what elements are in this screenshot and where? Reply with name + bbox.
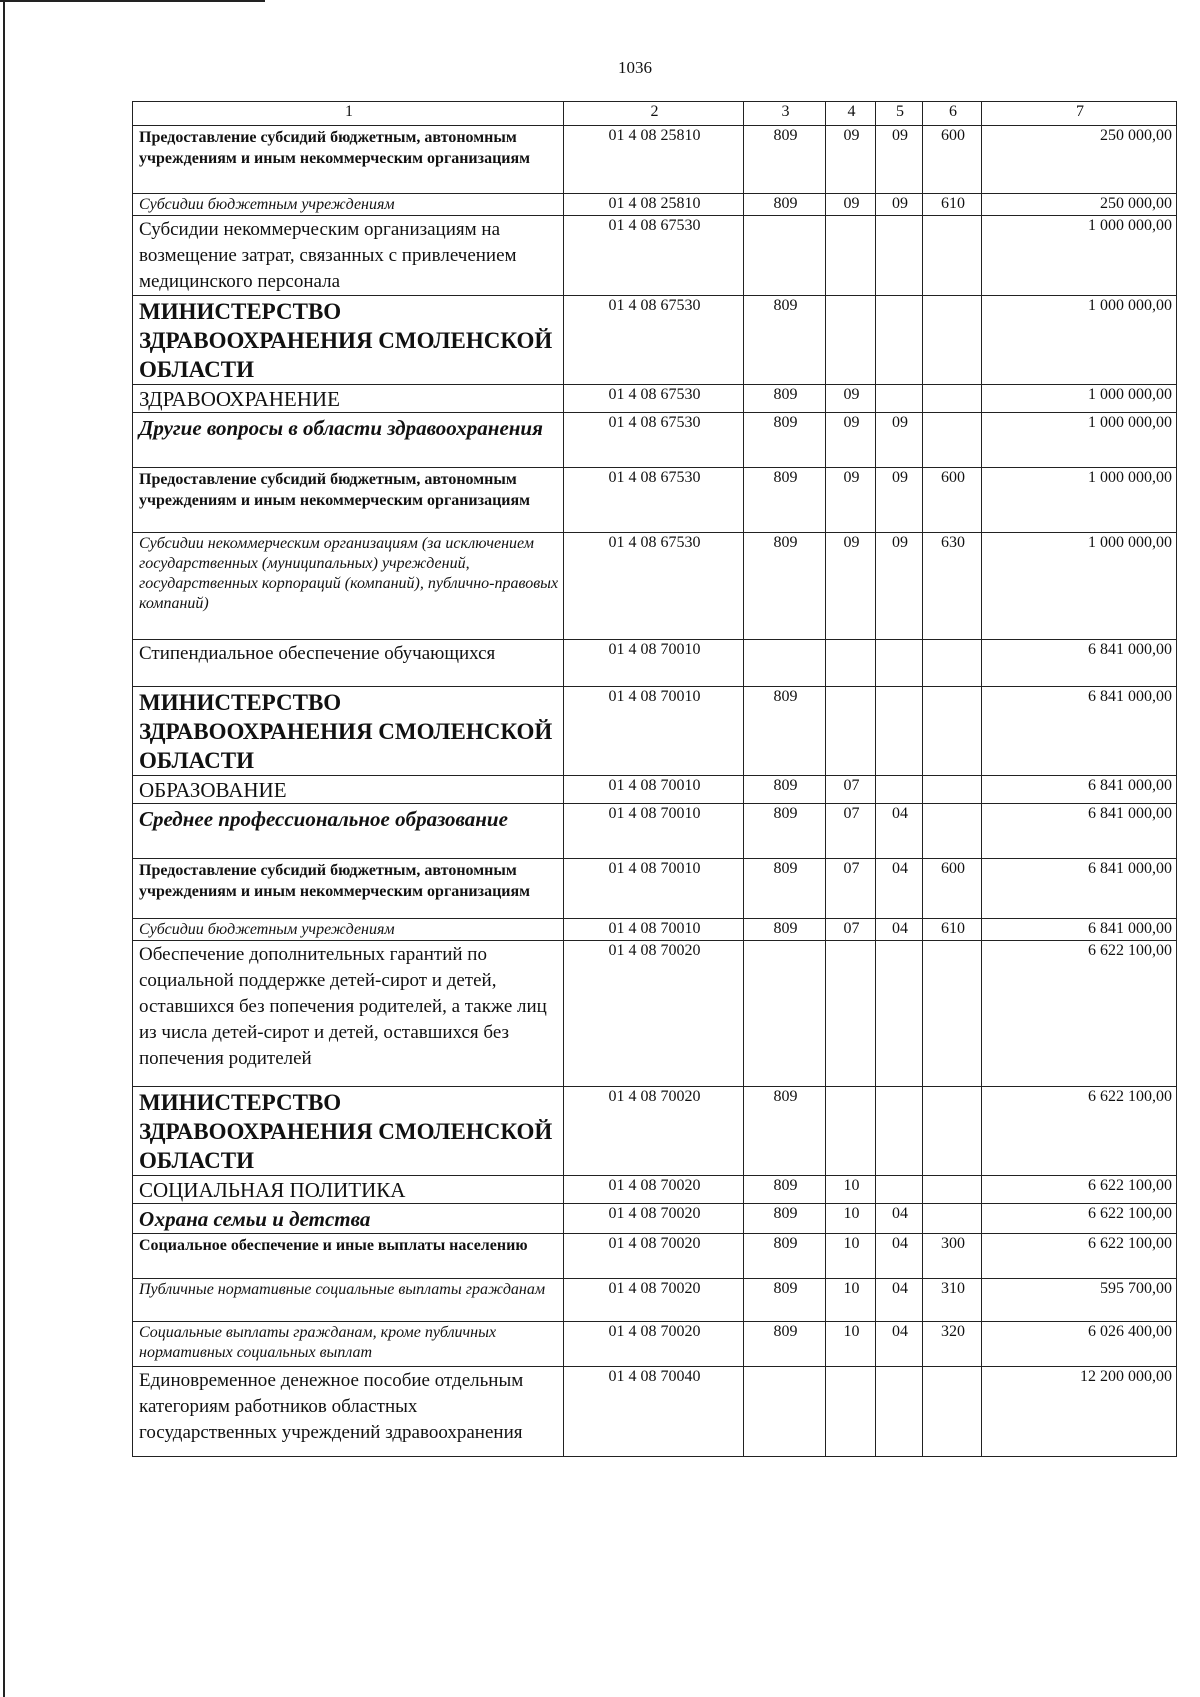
row-description: Обеспечение дополнительных гарантий по социальной поддержке детей-сирот и детей, оставшихся без попечения родителей, а также лиц из числа детей-сирот и детей, оставшихся без попечения родителей [133, 941, 564, 1087]
row-target-code: 01 4 08 70020 [564, 1204, 744, 1234]
row-section-code: 09 [826, 126, 876, 194]
row-section-code: 10 [826, 1204, 876, 1234]
header-cell: 4 [826, 102, 876, 126]
scan-edge-left [3, 0, 5, 1697]
row-grbs-code: 809 [744, 126, 826, 194]
row-description: Единовременное денежное пособие отдельным категориям работников областных государственных учреждений здравоохранения [133, 1367, 564, 1457]
row-target-code: 01 4 08 67530 [564, 385, 744, 413]
row-target-code: 01 4 08 70010 [564, 687, 744, 776]
row-amount: 1 000 000,00 [982, 385, 1177, 413]
row-section-code: 09 [826, 194, 876, 216]
row-description: Субсидии бюджетным учреждениям [133, 194, 564, 216]
row-description: МИНИСТЕРСТВО ЗДРАВООХРАНЕНИЯ СМОЛЕНСКОЙ ОБЛАСТИ [133, 1087, 564, 1176]
row-amount: 6 841 000,00 [982, 804, 1177, 859]
row-target-code: 01 4 08 70020 [564, 1234, 744, 1279]
row-section-code [826, 1087, 876, 1176]
row-expense-type-code: 310 [923, 1279, 982, 1322]
table-row [133, 1087, 1177, 1176]
row-expense-type-code: 300 [923, 1234, 982, 1279]
row-description: Стипендиальное обеспечение обучающихся [133, 640, 564, 687]
header-row [133, 102, 1177, 126]
row-expense-type-code [923, 1367, 982, 1457]
row-section-code: 09 [826, 413, 876, 468]
row-grbs-code [744, 640, 826, 687]
table-row [133, 194, 1177, 216]
row-section-code: 07 [826, 804, 876, 859]
row-target-code: 01 4 08 70040 [564, 1367, 744, 1457]
row-grbs-code: 809 [744, 919, 826, 941]
row-subsection-code: 04 [876, 1204, 923, 1234]
row-expense-type-code [923, 776, 982, 804]
row-grbs-code: 809 [744, 385, 826, 413]
row-section-code: 09 [826, 533, 876, 640]
row-target-code: 01 4 08 67530 [564, 216, 744, 296]
table-row [133, 126, 1177, 194]
row-subsection-code: 04 [876, 1234, 923, 1279]
row-grbs-code [744, 941, 826, 1087]
budget-table [132, 101, 1177, 1457]
header-cell: 1 [133, 102, 564, 126]
row-grbs-code: 809 [744, 859, 826, 919]
row-subsection-code: 09 [876, 468, 923, 533]
row-expense-type-code [923, 640, 982, 687]
row-amount: 6 841 000,00 [982, 776, 1177, 804]
table-row [133, 533, 1177, 640]
row-target-code: 01 4 08 67530 [564, 533, 744, 640]
row-section-code: 10 [826, 1322, 876, 1367]
row-amount: 1 000 000,00 [982, 468, 1177, 533]
row-subsection-code [876, 941, 923, 1087]
row-amount: 6 622 100,00 [982, 941, 1177, 1087]
row-grbs-code: 809 [744, 413, 826, 468]
row-section-code: 07 [826, 859, 876, 919]
row-amount: 6 622 100,00 [982, 1176, 1177, 1204]
row-description: Охрана семьи и детства [133, 1204, 564, 1234]
row-amount: 6 622 100,00 [982, 1204, 1177, 1234]
row-target-code: 01 4 08 67530 [564, 468, 744, 533]
row-section-code: 09 [826, 385, 876, 413]
row-grbs-code: 809 [744, 1176, 826, 1204]
row-expense-type-code: 610 [923, 194, 982, 216]
row-grbs-code [744, 216, 826, 296]
row-section-code: 10 [826, 1176, 876, 1204]
row-expense-type-code [923, 687, 982, 776]
row-amount: 6 841 000,00 [982, 687, 1177, 776]
row-description: Предоставление субсидий бюджетным, автономным учреждениям и иным некоммерческим организациям [133, 468, 564, 533]
row-section-code [826, 640, 876, 687]
row-section-code [826, 216, 876, 296]
row-amount: 1 000 000,00 [982, 296, 1177, 385]
row-expense-type-code [923, 1204, 982, 1234]
row-section-code [826, 296, 876, 385]
header-cell: 6 [923, 102, 982, 126]
row-description: МИНИСТЕРСТВО ЗДРАВООХРАНЕНИЯ СМОЛЕНСКОЙ ОБЛАСТИ [133, 687, 564, 776]
table-row [133, 1279, 1177, 1322]
row-grbs-code: 809 [744, 1234, 826, 1279]
row-subsection-code [876, 296, 923, 385]
header-cell: 5 [876, 102, 923, 126]
row-description: ЗДРАВООХРАНЕНИЕ [133, 385, 564, 413]
table-row [133, 1176, 1177, 1204]
table-row [133, 1367, 1177, 1457]
row-expense-type-code [923, 804, 982, 859]
table-row [133, 640, 1177, 687]
row-grbs-code: 809 [744, 1279, 826, 1322]
table-row [133, 687, 1177, 776]
row-amount: 6 841 000,00 [982, 640, 1177, 687]
table-row [133, 1234, 1177, 1279]
row-description: Другие вопросы в области здравоохранения [133, 413, 564, 468]
row-section-code [826, 941, 876, 1087]
table-row [133, 1322, 1177, 1367]
row-description: Субсидии бюджетным учреждениям [133, 919, 564, 941]
row-target-code: 01 4 08 70010 [564, 776, 744, 804]
row-expense-type-code [923, 1087, 982, 1176]
row-amount: 595 700,00 [982, 1279, 1177, 1322]
row-expense-type-code: 600 [923, 859, 982, 919]
row-target-code: 01 4 08 70020 [564, 1279, 744, 1322]
table-row [133, 296, 1177, 385]
row-subsection-code [876, 216, 923, 296]
row-grbs-code [744, 1367, 826, 1457]
row-target-code: 01 4 08 70010 [564, 640, 744, 687]
row-description: Предоставление субсидий бюджетным, автономным учреждениям и иным некоммерческим организациям [133, 126, 564, 194]
header-cell: 2 [564, 102, 744, 126]
row-target-code: 01 4 08 70020 [564, 941, 744, 1087]
row-target-code: 01 4 08 70010 [564, 804, 744, 859]
row-expense-type-code: 320 [923, 1322, 982, 1367]
row-description: МИНИСТЕРСТВО ЗДРАВООХРАНЕНИЯ СМОЛЕНСКОЙ ОБЛАСТИ [133, 296, 564, 385]
row-grbs-code: 809 [744, 804, 826, 859]
table-row [133, 776, 1177, 804]
row-subsection-code: 09 [876, 194, 923, 216]
scan-edge-top [0, 0, 265, 2]
row-amount: 6 622 100,00 [982, 1087, 1177, 1176]
row-target-code: 01 4 08 25810 [564, 126, 744, 194]
row-amount: 6 622 100,00 [982, 1234, 1177, 1279]
row-expense-type-code [923, 216, 982, 296]
row-section-code [826, 1367, 876, 1457]
row-subsection-code [876, 1176, 923, 1204]
row-description: СОЦИАЛЬНАЯ ПОЛИТИКА [133, 1176, 564, 1204]
row-subsection-code: 04 [876, 804, 923, 859]
row-expense-type-code: 600 [923, 468, 982, 533]
row-amount: 250 000,00 [982, 194, 1177, 216]
row-description: Среднее профессиональное образование [133, 804, 564, 859]
row-expense-type-code: 600 [923, 126, 982, 194]
row-target-code: 01 4 08 67530 [564, 413, 744, 468]
row-target-code: 01 4 08 70020 [564, 1322, 744, 1367]
row-amount: 6 841 000,00 [982, 919, 1177, 941]
table-row [133, 941, 1177, 1087]
row-grbs-code: 809 [744, 1204, 826, 1234]
row-description: Субсидии некоммерческим организациям на возмещение затрат, связанных с привлечением медицинского персонала [133, 216, 564, 296]
table-row [133, 804, 1177, 859]
row-subsection-code: 04 [876, 859, 923, 919]
row-subsection-code [876, 1367, 923, 1457]
row-grbs-code: 809 [744, 687, 826, 776]
header-cell: 7 [982, 102, 1177, 126]
row-section-code: 07 [826, 919, 876, 941]
table-row [133, 385, 1177, 413]
row-description: Социальное обеспечение и иные выплаты населению [133, 1234, 564, 1279]
row-expense-type-code [923, 385, 982, 413]
row-description: Социальные выплаты гражданам, кроме публичных нормативных социальных выплат [133, 1322, 564, 1367]
row-grbs-code: 809 [744, 776, 826, 804]
table-row [133, 919, 1177, 941]
page-number: 1036 [618, 58, 652, 77]
row-grbs-code: 809 [744, 296, 826, 385]
header-cell: 3 [744, 102, 826, 126]
row-expense-type-code: 610 [923, 919, 982, 941]
row-amount: 250 000,00 [982, 126, 1177, 194]
table-row [133, 859, 1177, 919]
row-amount: 6 841 000,00 [982, 859, 1177, 919]
row-subsection-code: 09 [876, 126, 923, 194]
row-grbs-code: 809 [744, 194, 826, 216]
row-target-code: 01 4 08 70020 [564, 1087, 744, 1176]
row-subsection-code [876, 687, 923, 776]
row-subsection-code: 04 [876, 1322, 923, 1367]
row-subsection-code [876, 385, 923, 413]
row-amount: 1 000 000,00 [982, 413, 1177, 468]
row-section-code: 10 [826, 1234, 876, 1279]
row-section-code: 09 [826, 468, 876, 533]
row-section-code: 07 [826, 776, 876, 804]
row-target-code: 01 4 08 67530 [564, 296, 744, 385]
row-target-code: 01 4 08 25810 [564, 194, 744, 216]
row-expense-type-code: 630 [923, 533, 982, 640]
row-description: Предоставление субсидий бюджетным, автономным учреждениям и иным некоммерческим организациям [133, 859, 564, 919]
row-expense-type-code [923, 296, 982, 385]
row-description: ОБРАЗОВАНИЕ [133, 776, 564, 804]
row-target-code: 01 4 08 70020 [564, 1176, 744, 1204]
row-section-code [826, 687, 876, 776]
row-amount: 1 000 000,00 [982, 533, 1177, 640]
table-row [133, 468, 1177, 533]
table-row [133, 1204, 1177, 1234]
row-subsection-code [876, 1087, 923, 1176]
row-target-code: 01 4 08 70010 [564, 859, 744, 919]
row-subsection-code: 04 [876, 1279, 923, 1322]
row-expense-type-code [923, 413, 982, 468]
row-expense-type-code [923, 1176, 982, 1204]
row-subsection-code [876, 776, 923, 804]
row-amount: 1 000 000,00 [982, 216, 1177, 296]
row-description: Субсидии некоммерческим организациям (за исключением государственных (муниципальных) учреждений, государственных корпораций (компаний), публично-правовых компаний) [133, 533, 564, 640]
row-grbs-code: 809 [744, 533, 826, 640]
table-row [133, 413, 1177, 468]
table-row [133, 216, 1177, 296]
row-section-code: 10 [826, 1279, 876, 1322]
row-subsection-code: 04 [876, 919, 923, 941]
row-subsection-code: 09 [876, 533, 923, 640]
row-target-code: 01 4 08 70010 [564, 919, 744, 941]
row-grbs-code: 809 [744, 468, 826, 533]
row-expense-type-code [923, 941, 982, 1087]
row-subsection-code: 09 [876, 413, 923, 468]
row-subsection-code [876, 640, 923, 687]
row-grbs-code: 809 [744, 1322, 826, 1367]
row-grbs-code: 809 [744, 1087, 826, 1176]
row-amount: 12 200 000,00 [982, 1367, 1177, 1457]
row-amount: 6 026 400,00 [982, 1322, 1177, 1367]
row-description: Публичные нормативные социальные выплаты гражданам [133, 1279, 564, 1322]
table-body [133, 102, 1177, 1457]
